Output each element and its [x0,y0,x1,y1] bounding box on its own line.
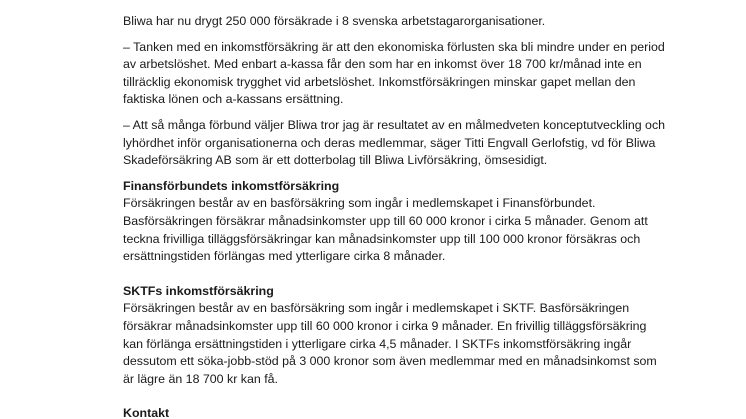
sktf-heading: SKTFs inkomstförsäkring [123,283,274,298]
finans-body: Försäkringen består av en basförsäkring som ingår i medlemskapet i Finansförbundet. Basförsäkringen försäkrar månadsinkomster upp till 60 000 kronor i cirka 5 månader. Genom att teckna frivilliga tilläggsförsäkringar kan månadsinkomster upp till 100 000 kronor försäkras och ersättningstiden förlängas med ytterligare cirka 8 månader. [123,196,648,264]
intro-paragraph-1: Bliwa har nu drygt 250 000 försäkrade i 8 svenska arbetstagarorganisationer. [123,14,546,28]
sktf-body: Försäkringen består av en basförsäkring som ingår i medlemskapet i SKTF. Basförsäkringen försäkrar månadsinkomster upp till 60 000 kronor i cirka 9 månader. En frivillig tilläggsförsäkring kan förlänga ersättningstiden i ytterligare cirka 4,5 månader. I SKTFs inkomstförsäkring ingår dessutom ett söka-jobb-stöd på 3 000 kronor som även medlemmar med en månadsinkomst som är lägre än 18 700 kr kan få. [123,301,657,386]
finans-heading: Finansförbundets inkomstförsäkring [123,178,340,193]
document-body [123,13,668,419]
intro-paragraph-2: – Tanken med en inkomstförsäkring är att den ekonomiska förlusten ska bli mindre under en period av arbetslöshet. Med enbart a-kassa får den som har en inkomst över 18 700 kr/månad inte en tillräcklig ekonomisk trygghet vid arbetslöshet. Inkomstförsäkringen minskar gapet mellan den faktiska lönen och a-kassans ersättning. [123,39,665,107]
cutoff-heading: Kontakt [123,406,170,419]
intro-paragraph-3: – Att så många förbund väljer Bliwa tror jag är resultatet av en målmedveten konceptutveckling och lyhördhet inför organisationerna och deras medlemmar, säger Titti Engvall Gerlofstig, vd för Bliwa Skadeförsäkring AB som är ett dotterbolag till Bliwa Livförsäkring, ömsesidigt. [123,117,666,168]
